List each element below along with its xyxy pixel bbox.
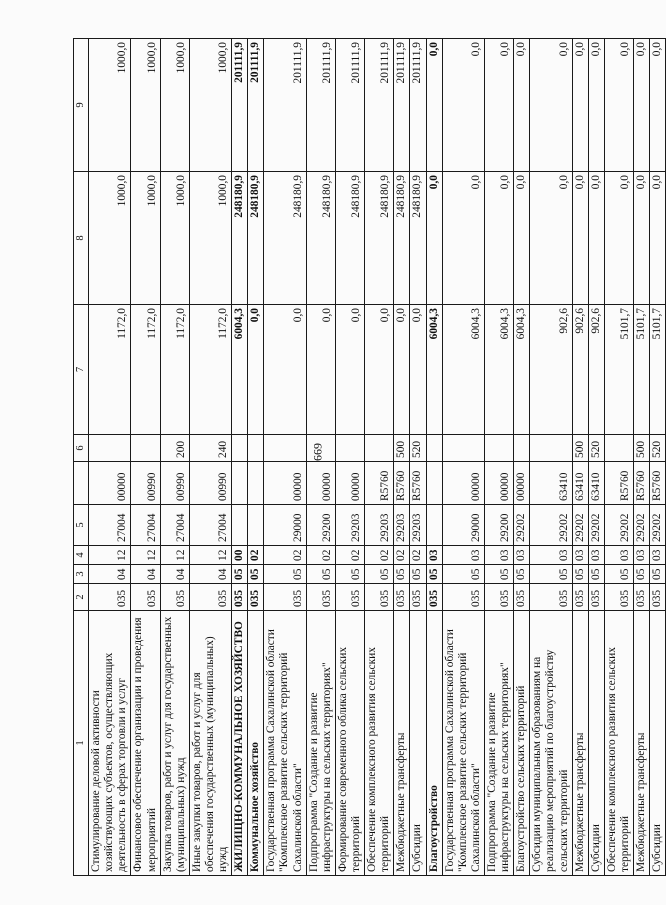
cell-amount-col-9: 1000,0 <box>131 39 160 172</box>
cell-amount-col-8: 0,0 <box>572 172 588 305</box>
cell-amount-col-9: 201111,9 <box>365 39 394 172</box>
cell-code-section: 04 <box>189 565 231 584</box>
table-row <box>306 39 335 876</box>
cell-code-admin: 035 <box>306 584 335 611</box>
cell-name: Государственная программа Сахалинской области "Комплексное развитие сельских территорий Сахалинской области" <box>442 611 484 876</box>
table-row <box>394 39 410 876</box>
table-row <box>572 39 588 876</box>
cell-code-admin: 035 <box>410 584 426 611</box>
cell-name: Субсидии <box>410 611 426 876</box>
cell-name: Субсидии <box>588 611 604 876</box>
cell-code-section: 05 <box>442 565 484 584</box>
table-row <box>650 39 666 876</box>
cell-code-section: 05 <box>232 565 248 584</box>
cell-name: Межбюджетные трансферты <box>572 611 588 876</box>
table-row <box>442 39 484 876</box>
cell-amount-col-9: 0,0 <box>588 39 604 172</box>
cell-code-expense-type: 500 <box>634 435 650 462</box>
cell-code-direction <box>232 462 248 505</box>
cell-code-expense-type: 520 <box>588 435 604 462</box>
cell-code-program: 29202 <box>530 505 572 546</box>
cell-amount-col-8: 0,0 <box>426 172 442 305</box>
cell-amount-col-7: 5101,7 <box>634 305 650 435</box>
cell-code-direction: 00990 <box>131 462 160 505</box>
cell-code-program: 29200 <box>485 505 514 546</box>
table-row <box>248 39 264 876</box>
header-col-4: 4 <box>74 546 89 565</box>
cell-code-admin: 035 <box>394 584 410 611</box>
cell-code-program: 29203 <box>335 505 364 546</box>
table-body <box>74 39 666 876</box>
cell-code-section: 04 <box>89 565 131 584</box>
cell-name: Закупка товаров, работ и услуг для государственных (муниципальных) нужд <box>160 611 189 876</box>
cell-amount-col-7: 5101,7 <box>604 305 633 435</box>
cell-code-admin: 035 <box>160 584 189 611</box>
cell-code-expense-type <box>530 435 572 462</box>
cell-code-section: 05 <box>572 565 588 584</box>
cell-amount-col-7: 6004,3 <box>442 305 484 435</box>
rotated-page <box>73 39 664 876</box>
table-row <box>634 39 650 876</box>
cell-code-section: 05 <box>335 565 364 584</box>
cell-name: Субсидии муниципальным образованиям на реализацию мероприятий по благоустройству сельских территорий <box>530 611 572 876</box>
cell-name: ЖИЛИЩНО-КОММУНАЛЬНОЕ ХОЗЯЙСТВО <box>232 611 248 876</box>
table-row <box>232 39 248 876</box>
cell-code-section: 04 <box>160 565 189 584</box>
cell-amount-col-7: 6004,3 <box>232 305 248 435</box>
cell-code-section: 05 <box>365 565 394 584</box>
cell-name: Благоустройство <box>426 611 442 876</box>
cell-code-section: 05 <box>264 565 306 584</box>
cell-amount-col-7: 0,0 <box>394 305 410 435</box>
cell-amount-col-7: 0,0 <box>335 305 364 435</box>
cell-code-subsection: 03 <box>442 546 484 565</box>
page-number: 669 <box>310 443 325 461</box>
cell-code-admin: 035 <box>426 584 442 611</box>
cell-code-direction: 63410 <box>588 462 604 505</box>
cell-amount-col-9: 0,0 <box>650 39 666 172</box>
cell-amount-col-8: 0,0 <box>442 172 484 305</box>
cell-code-expense-type: 500 <box>572 435 588 462</box>
cell-code-expense-type <box>365 435 394 462</box>
cell-amount-col-9: 0,0 <box>530 39 572 172</box>
cell-code-admin: 035 <box>365 584 394 611</box>
cell-code-program: 29203 <box>410 505 426 546</box>
header-col-9: 9 <box>74 39 89 172</box>
cell-code-direction: 00990 <box>160 462 189 505</box>
cell-code-admin: 035 <box>588 584 604 611</box>
cell-code-subsection: 03 <box>514 546 530 565</box>
cell-code-subsection: 12 <box>89 546 131 565</box>
cell-code-program: 29202 <box>572 505 588 546</box>
table-row <box>189 39 231 876</box>
cell-code-direction <box>426 462 442 505</box>
cell-code-subsection: 02 <box>248 546 264 565</box>
cell-code-direction: 00990 <box>189 462 231 505</box>
cell-code-expense-type <box>514 435 530 462</box>
cell-code-program: 29200 <box>306 505 335 546</box>
cell-name: Благоустройство сельских территорий <box>514 611 530 876</box>
table-row <box>160 39 189 876</box>
cell-amount-col-8: 248180,9 <box>232 172 248 305</box>
table-row <box>604 39 633 876</box>
cell-amount-col-9: 201111,9 <box>232 39 248 172</box>
cell-code-direction: R5760 <box>365 462 394 505</box>
table-row <box>264 39 306 876</box>
cell-code-admin: 035 <box>514 584 530 611</box>
cell-amount-col-7: 5101,7 <box>650 305 666 435</box>
header-col-5b <box>74 462 89 505</box>
cell-amount-col-8: 248180,9 <box>306 172 335 305</box>
cell-amount-col-9: 1000,0 <box>189 39 231 172</box>
cell-amount-col-9: 0,0 <box>485 39 514 172</box>
cell-amount-col-8: 1000,0 <box>89 172 131 305</box>
cell-code-expense-type <box>485 435 514 462</box>
cell-code-direction: 00000 <box>485 462 514 505</box>
cell-code-subsection: 12 <box>131 546 160 565</box>
cell-code-admin: 035 <box>572 584 588 611</box>
cell-code-subsection: 03 <box>604 546 633 565</box>
cell-amount-col-8: 0,0 <box>588 172 604 305</box>
cell-code-direction: R5760 <box>604 462 633 505</box>
cell-amount-col-9: 1000,0 <box>160 39 189 172</box>
cell-amount-col-9: 201111,9 <box>394 39 410 172</box>
cell-code-direction: 00000 <box>306 462 335 505</box>
cell-amount-col-7: 902,6 <box>572 305 588 435</box>
cell-code-expense-type: 240 <box>189 435 231 462</box>
cell-amount-col-8: 0,0 <box>514 172 530 305</box>
cell-code-section: 05 <box>588 565 604 584</box>
cell-code-program: 29202 <box>514 505 530 546</box>
cell-amount-col-8: 248180,9 <box>335 172 364 305</box>
cell-code-subsection: 00 <box>232 546 248 565</box>
cell-code-direction <box>248 462 264 505</box>
cell-amount-col-9: 0,0 <box>514 39 530 172</box>
cell-code-subsection: 03 <box>426 546 442 565</box>
cell-amount-col-7: 0,0 <box>306 305 335 435</box>
cell-amount-col-7: 1172,0 <box>160 305 189 435</box>
cell-amount-col-9: 0,0 <box>634 39 650 172</box>
cell-amount-col-9: 0,0 <box>426 39 442 172</box>
cell-code-section: 05 <box>426 565 442 584</box>
header-col-8: 8 <box>74 172 89 305</box>
cell-name: Государственная программа Сахалинской области "Комплексное развитие сельских территорий Сахалинской области" <box>264 611 306 876</box>
cell-amount-col-7: 1172,0 <box>131 305 160 435</box>
header-col-7: 7 <box>74 305 89 435</box>
cell-code-subsection: 02 <box>264 546 306 565</box>
cell-code-admin: 035 <box>248 584 264 611</box>
cell-amount-col-8: 1000,0 <box>160 172 189 305</box>
table-row <box>131 39 160 876</box>
cell-code-expense-type <box>604 435 633 462</box>
header-col-1: 1 <box>74 611 89 876</box>
cell-code-direction: 63410 <box>572 462 588 505</box>
table-row <box>588 39 604 876</box>
cell-code-expense-type <box>426 435 442 462</box>
cell-amount-col-7: 0,0 <box>264 305 306 435</box>
cell-code-program: 29202 <box>588 505 604 546</box>
cell-amount-col-7: 0,0 <box>365 305 394 435</box>
cell-code-subsection: 03 <box>588 546 604 565</box>
cell-amount-col-9: 201111,9 <box>248 39 264 172</box>
cell-code-direction: 00000 <box>514 462 530 505</box>
cell-name: Формирование современного облика сельских территорий <box>335 611 364 876</box>
cell-amount-col-7: 0,0 <box>410 305 426 435</box>
cell-code-section: 05 <box>634 565 650 584</box>
cell-code-subsection: 02 <box>394 546 410 565</box>
cell-code-subsection: 02 <box>306 546 335 565</box>
cell-code-subsection: 03 <box>634 546 650 565</box>
cell-name: Иные закупки товаров, работ и услуг для обеспечения государственных (муниципальных) нужд <box>189 611 231 876</box>
cell-amount-col-9: 201111,9 <box>306 39 335 172</box>
cell-code-subsection: 02 <box>335 546 364 565</box>
cell-amount-col-8: 1000,0 <box>189 172 231 305</box>
cell-amount-col-7: 0,0 <box>248 305 264 435</box>
table-row <box>365 39 394 876</box>
cell-amount-col-7: 1172,0 <box>89 305 131 435</box>
cell-amount-col-9: 201111,9 <box>264 39 306 172</box>
cell-amount-col-9: 201111,9 <box>410 39 426 172</box>
cell-code-admin: 035 <box>485 584 514 611</box>
header-col-6: 6 <box>74 435 89 462</box>
cell-code-direction: 63410 <box>530 462 572 505</box>
cell-amount-col-7: 6004,3 <box>514 305 530 435</box>
table-row <box>514 39 530 876</box>
cell-code-section: 05 <box>650 565 666 584</box>
cell-name: Коммунальное хозяйство <box>248 611 264 876</box>
cell-code-program <box>232 505 248 546</box>
cell-code-section: 05 <box>248 565 264 584</box>
cell-code-admin: 035 <box>604 584 633 611</box>
header-col-3: 3 <box>74 565 89 584</box>
cell-amount-col-7: 902,6 <box>530 305 572 435</box>
cell-name: Подпрограмма "Создание и развитие инфраструктуры на сельских территориях" <box>306 611 335 876</box>
cell-code-program: 29202 <box>604 505 633 546</box>
cell-amount-col-7: 6004,3 <box>485 305 514 435</box>
cell-code-subsection: 03 <box>530 546 572 565</box>
table-row <box>426 39 442 876</box>
cell-code-section: 05 <box>485 565 514 584</box>
cell-code-admin: 035 <box>530 584 572 611</box>
cell-amount-col-8: 248180,9 <box>365 172 394 305</box>
cell-amount-col-8: 0,0 <box>530 172 572 305</box>
cell-amount-col-7: 6004,3 <box>426 305 442 435</box>
cell-code-program: 29202 <box>650 505 666 546</box>
cell-name: Финансовое обеспечение организации и проведения мероприятий <box>131 611 160 876</box>
cell-code-admin: 035 <box>89 584 131 611</box>
cell-code-admin: 035 <box>650 584 666 611</box>
table-row <box>335 39 364 876</box>
table-row <box>410 39 426 876</box>
cell-name: Подпрограмма "Создание и развитие инфраструктуры на сельских территориях" <box>485 611 514 876</box>
cell-code-subsection: 12 <box>160 546 189 565</box>
cell-code-direction: R5760 <box>394 462 410 505</box>
cell-code-program: 27004 <box>160 505 189 546</box>
cell-code-section: 05 <box>394 565 410 584</box>
cell-amount-col-8: 248180,9 <box>264 172 306 305</box>
cell-code-section: 05 <box>604 565 633 584</box>
cell-code-expense-type <box>264 435 306 462</box>
cell-amount-col-9: 0,0 <box>442 39 484 172</box>
cell-code-direction: 00000 <box>335 462 364 505</box>
table-row <box>89 39 131 876</box>
cell-code-admin: 035 <box>131 584 160 611</box>
cell-name: Обеспечение комплексного развития сельских территорий <box>604 611 633 876</box>
table-header-row <box>74 39 89 876</box>
cell-code-admin: 035 <box>634 584 650 611</box>
cell-code-program <box>426 505 442 546</box>
cell-code-expense-type <box>306 435 335 462</box>
cell-amount-col-8: 248180,9 <box>394 172 410 305</box>
cell-name: Субсидии <box>650 611 666 876</box>
cell-code-expense-type <box>131 435 160 462</box>
cell-name: Обеспечение комплексного развития сельских территорий <box>365 611 394 876</box>
cell-name: Межбюджетные трансферты <box>394 611 410 876</box>
cell-code-section: 05 <box>514 565 530 584</box>
cell-code-program: 27004 <box>189 505 231 546</box>
budget-table <box>73 38 666 876</box>
table-row <box>530 39 572 876</box>
cell-code-direction: R5760 <box>650 462 666 505</box>
cell-code-program: 29203 <box>365 505 394 546</box>
cell-code-expense-type <box>89 435 131 462</box>
cell-code-expense-type <box>248 435 264 462</box>
cell-amount-col-8: 0,0 <box>634 172 650 305</box>
cell-code-subsection: 12 <box>189 546 231 565</box>
cell-code-section: 05 <box>306 565 335 584</box>
cell-code-admin: 035 <box>442 584 484 611</box>
cell-code-admin: 035 <box>264 584 306 611</box>
cell-code-program: 27004 <box>131 505 160 546</box>
cell-code-admin: 035 <box>335 584 364 611</box>
cell-amount-col-9: 0,0 <box>604 39 633 172</box>
cell-amount-col-8: 0,0 <box>485 172 514 305</box>
cell-code-subsection: 02 <box>410 546 426 565</box>
cell-code-expense-type <box>335 435 364 462</box>
cell-name: Стимулирование деловой активности хозяйствующих субъектов, осуществляющих деятельность в сферах торговли и услуг <box>89 611 131 876</box>
cell-amount-col-7: 1172,0 <box>189 305 231 435</box>
cell-code-expense-type <box>232 435 248 462</box>
cell-amount-col-9: 0,0 <box>572 39 588 172</box>
cell-name: Межбюджетные трансферты <box>634 611 650 876</box>
cell-code-program: 29203 <box>394 505 410 546</box>
cell-code-admin: 035 <box>189 584 231 611</box>
table-row <box>485 39 514 876</box>
cell-code-expense-type: 520 <box>650 435 666 462</box>
cell-code-direction: 00000 <box>264 462 306 505</box>
cell-code-program: 29202 <box>634 505 650 546</box>
cell-amount-col-8: 1000,0 <box>131 172 160 305</box>
cell-code-subsection: 03 <box>650 546 666 565</box>
cell-code-expense-type: 520 <box>410 435 426 462</box>
cell-code-program: 29000 <box>442 505 484 546</box>
cell-amount-col-7: 902,6 <box>588 305 604 435</box>
cell-code-subsection: 03 <box>485 546 514 565</box>
cell-code-program <box>248 505 264 546</box>
cell-code-section: 05 <box>410 565 426 584</box>
cell-code-admin: 035 <box>232 584 248 611</box>
cell-code-subsection: 03 <box>572 546 588 565</box>
cell-code-subsection: 02 <box>365 546 394 565</box>
header-col-5: 5 <box>74 505 89 546</box>
cell-amount-col-9: 1000,0 <box>89 39 131 172</box>
cell-amount-col-8: 248180,9 <box>248 172 264 305</box>
cell-code-direction: 00000 <box>442 462 484 505</box>
cell-code-section: 05 <box>530 565 572 584</box>
cell-code-expense-type: 200 <box>160 435 189 462</box>
cell-amount-col-8: 0,0 <box>650 172 666 305</box>
cell-code-direction: R5760 <box>410 462 426 505</box>
cell-code-program: 27004 <box>89 505 131 546</box>
cell-code-section: 04 <box>131 565 160 584</box>
cell-code-program: 29000 <box>264 505 306 546</box>
cell-amount-col-9: 201111,9 <box>335 39 364 172</box>
cell-code-expense-type: 500 <box>394 435 410 462</box>
cell-code-direction: 00000 <box>89 462 131 505</box>
cell-code-direction: R5760 <box>634 462 650 505</box>
cell-amount-col-8: 0,0 <box>604 172 633 305</box>
cell-code-expense-type <box>442 435 484 462</box>
cell-amount-col-8: 248180,9 <box>410 172 426 305</box>
header-col-2: 2 <box>74 584 89 611</box>
